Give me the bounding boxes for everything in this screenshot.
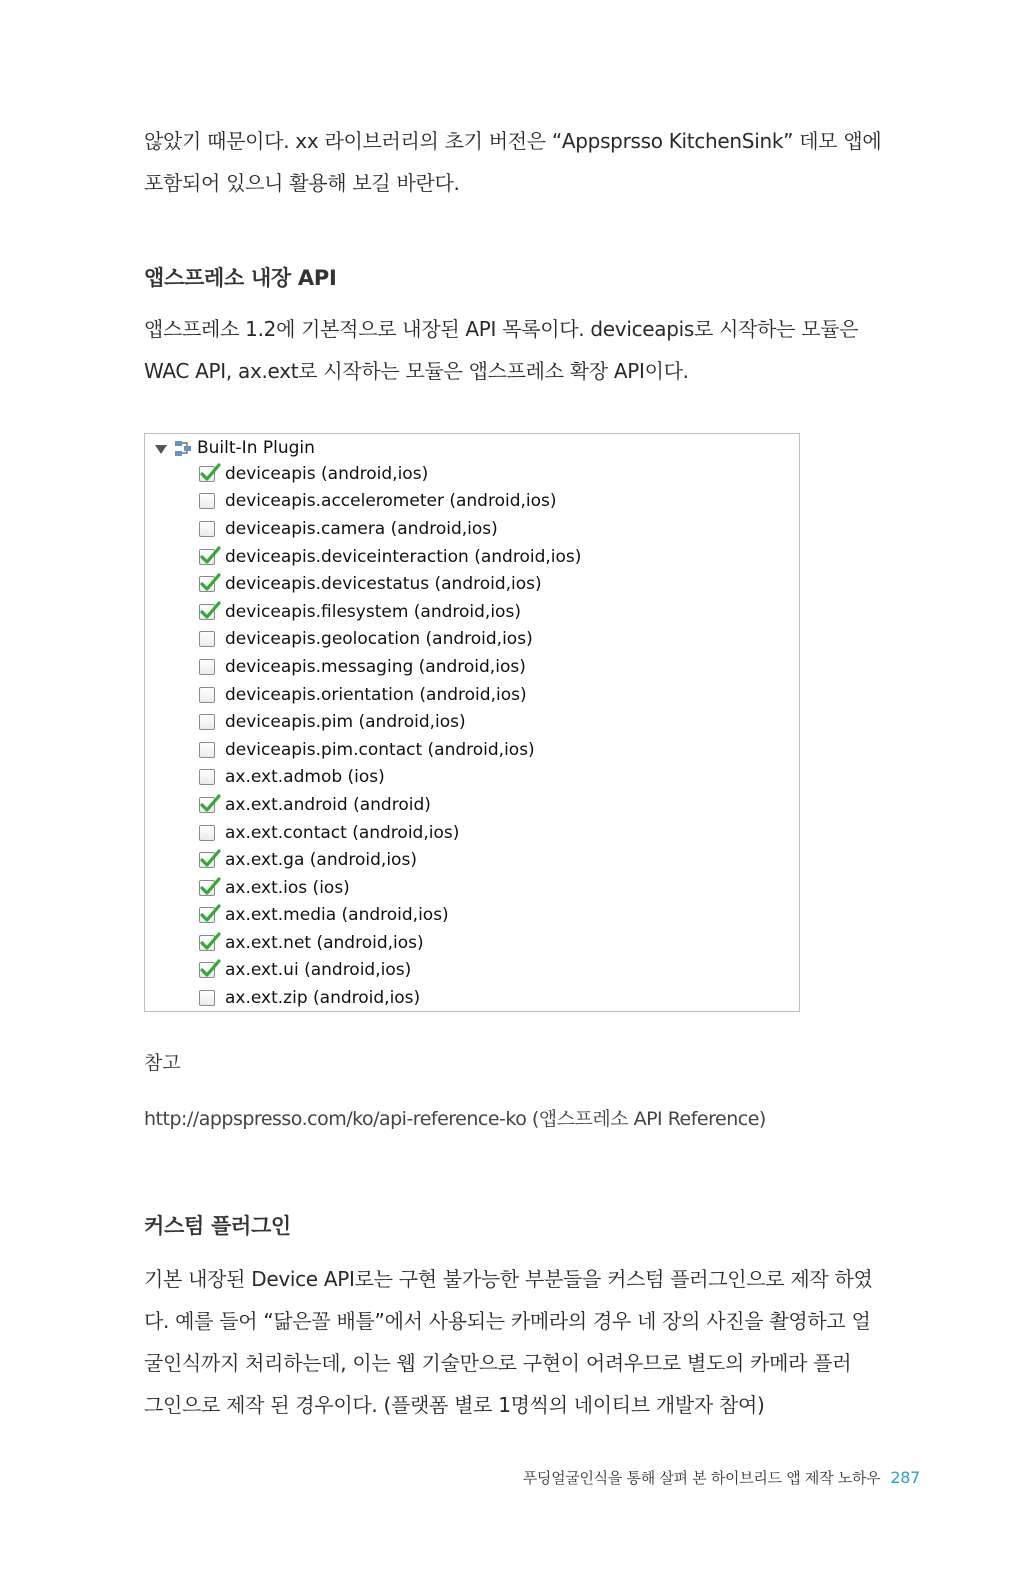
plugin-item-label: ax.ext.ui (android,ios): [225, 960, 412, 981]
plugin-item[interactable]: [199, 543, 581, 571]
text-line: 그인으로 제작 된 경우이다. (플랫폼 별로 1명씩의 네이티브 개발자 참여): [144, 1393, 765, 1417]
checkbox-unchecked[interactable]: [199, 687, 215, 703]
page-number: 287: [890, 1468, 920, 1487]
text-line: 않았기 때문이다. xx 라이브러리의 초기 버전은 “Appsprsso KitchenSink” 데모 앱에: [144, 129, 882, 153]
checkbox-checked[interactable]: [199, 962, 215, 978]
checkmark-icon: [199, 545, 221, 567]
checkbox-checked[interactable]: [199, 576, 215, 592]
checkmark-icon: [199, 903, 221, 925]
plugin-item[interactable]: [199, 460, 581, 488]
checkmark-icon: [199, 793, 221, 815]
checkbox-checked[interactable]: [199, 852, 215, 868]
plugin-item-label: deviceapis.messaging (android,ios): [225, 656, 526, 677]
reference-link[interactable]: http://appspresso.com/ko/api-reference-ko (앱스프레소 API Reference): [144, 1108, 766, 1130]
checkbox-checked[interactable]: [199, 604, 215, 620]
checkbox-checked[interactable]: [199, 880, 215, 896]
plugin-item[interactable]: [199, 846, 581, 874]
plugin-item[interactable]: [199, 626, 581, 654]
plugin-item[interactable]: [199, 764, 581, 792]
plugin-item-label: deviceapis.deviceinteraction (android,ios): [225, 546, 582, 567]
section-heading-custom-plugin: 커스텀 플러그인: [144, 1214, 291, 1238]
plugin-item-label: ax.ext.media (android,ios): [225, 905, 449, 926]
plugin-item[interactable]: [199, 984, 581, 1012]
plugin-item[interactable]: [199, 874, 581, 902]
tree-root-label: Built-In Plugin: [197, 438, 315, 458]
plugin-tree-panel: [144, 433, 800, 1012]
plugin-item-label: deviceapis.pim (android,ios): [225, 712, 466, 733]
plugin-item-label: deviceapis.filesystem (android,ios): [225, 601, 521, 622]
checkbox-checked[interactable]: [199, 466, 215, 482]
plugin-item[interactable]: [199, 681, 581, 709]
plugin-item-label: ax.ext.ios (ios): [225, 877, 350, 898]
checkbox-unchecked[interactable]: [199, 990, 215, 1006]
plugin-item[interactable]: [199, 957, 581, 985]
checkmark-icon: [199, 931, 221, 953]
checkbox-unchecked[interactable]: [199, 714, 215, 730]
checkbox-unchecked[interactable]: [199, 521, 215, 537]
plugin-list: [199, 460, 581, 1012]
plugin-icon: [173, 438, 193, 458]
plugin-item-label: deviceapis.accelerometer (android,ios): [225, 491, 557, 512]
plugin-item-label: deviceapis.orientation (android,ios): [225, 684, 527, 705]
checkmark-icon: [199, 600, 221, 622]
checkbox-checked[interactable]: [199, 907, 215, 923]
checkbox-unchecked[interactable]: [199, 493, 215, 509]
plugin-item-label: deviceapis.geolocation (android,ios): [225, 629, 533, 650]
checkbox-unchecked[interactable]: [199, 742, 215, 758]
text-line: 포함되어 있으니 활용해 보길 바란다.: [144, 171, 460, 195]
plugin-item-label: deviceapis.camera (android,ios): [225, 518, 498, 539]
checkbox-unchecked[interactable]: [199, 825, 215, 841]
plugin-item-label: ax.ext.contact (android,ios): [225, 822, 460, 843]
custom-plugin-paragraph: [144, 1258, 884, 1426]
plugin-item[interactable]: [199, 819, 581, 847]
plugin-item-label: ax.ext.ga (android,ios): [225, 850, 417, 871]
plugin-item-label: deviceapis.devicestatus (android,ios): [225, 574, 542, 595]
text-line: 다. 예를 들어 “닮은꼴 배틀”에서 사용되는 카메라의 경우 네 장의 사진을 촬영하고 얼: [144, 1309, 871, 1333]
builtin-api-paragraph: [144, 308, 884, 392]
text-line: WAC API, ax.ext로 시작하는 모듈은 앱스프레소 확장 API이다.: [144, 359, 689, 383]
note-title: 참고: [144, 1052, 181, 1074]
plugin-item[interactable]: [199, 515, 581, 543]
disclosure-triangle-icon[interactable]: [155, 445, 167, 454]
checkmark-icon: [199, 462, 221, 484]
checkbox-unchecked[interactable]: [199, 769, 215, 785]
plugin-item[interactable]: [199, 902, 581, 930]
checkmark-icon: [199, 958, 221, 980]
plugin-item[interactable]: [199, 929, 581, 957]
text-line: 굴인식까지 처리하는데, 이는 웹 기술만으로 구현이 어려우므로 별도의 카메라 플러: [144, 1351, 852, 1375]
plugin-item[interactable]: [199, 791, 581, 819]
checkbox-checked[interactable]: [199, 549, 215, 565]
plugin-item-label: ax.ext.admob (ios): [225, 767, 385, 788]
page-footer: [523, 1467, 920, 1488]
plugin-item[interactable]: [199, 653, 581, 681]
checkbox-unchecked[interactable]: [199, 659, 215, 675]
plugin-item-label: ax.ext.android (android): [225, 794, 431, 815]
checkbox-unchecked[interactable]: [199, 631, 215, 647]
checkmark-icon: [199, 572, 221, 594]
plugin-item-label: deviceapis (android,ios): [225, 463, 429, 484]
plugin-item-label: ax.ext.zip (android,ios): [225, 988, 421, 1009]
tree-root-built-in-plugin[interactable]: [155, 437, 315, 459]
checkmark-icon: [199, 848, 221, 870]
checkbox-checked[interactable]: [199, 935, 215, 951]
section-heading-builtin-api: 앱스프레소 내장 API: [144, 266, 337, 290]
plugin-item-label: ax.ext.net (android,ios): [225, 932, 424, 953]
plugin-item-label: deviceapis.pim.contact (android,ios): [225, 739, 535, 760]
text-line: 기본 내장된 Device API로는 구현 불가능한 부분들을 커스텀 플러그인으로 제작 하였: [144, 1267, 873, 1291]
checkmark-icon: [199, 876, 221, 898]
footer-title: 푸딩얼굴인식을 통해 살펴 본 하이브리드 앱 제작 노하우: [522, 1469, 881, 1487]
text-line: 앱스프레소 1.2에 기본적으로 내장된 API 목록이다. deviceapis로 시작하는 모듈은: [144, 317, 859, 341]
plugin-item[interactable]: [199, 708, 581, 736]
plugin-item[interactable]: [199, 488, 581, 516]
intro-paragraph: [144, 120, 884, 204]
checkbox-checked[interactable]: [199, 797, 215, 813]
plugin-item[interactable]: [199, 570, 581, 598]
plugin-item[interactable]: [199, 736, 581, 764]
plugin-item[interactable]: [199, 598, 581, 626]
